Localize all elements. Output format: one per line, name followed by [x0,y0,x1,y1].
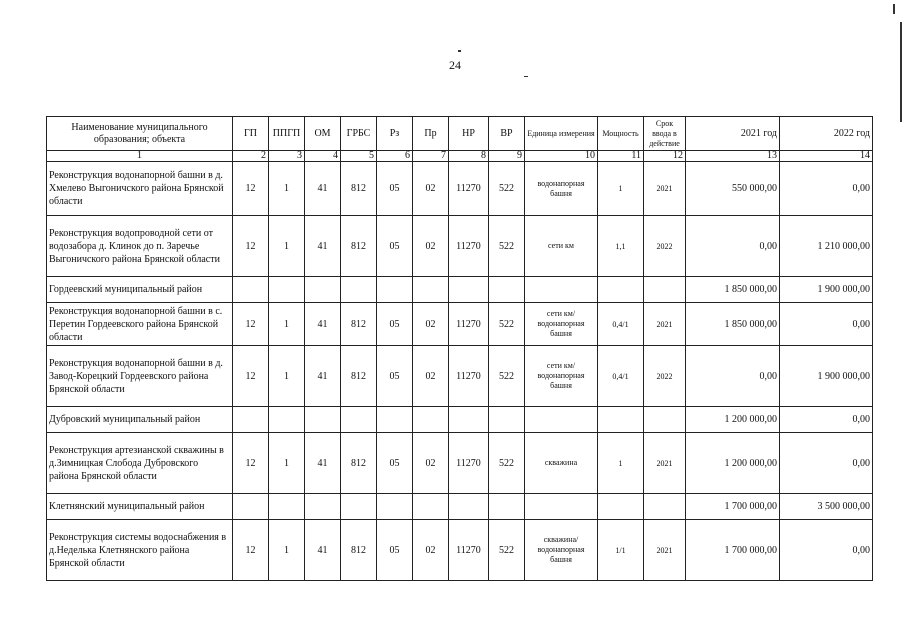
table-row [47,433,873,494]
district-name: Дубровский муниципальный район [47,407,233,433]
cell-rz: 05 [377,346,413,407]
cell-2021: 1 200 000,00 [686,407,780,433]
cell-ppgp: 1 [269,520,305,581]
header-term: Срок ввода в действие [644,117,686,151]
object-name: Реконструкция водопроводной сети от водозабора д. Клинок до п. Заречье Выгоничского района Брянской области [47,216,233,277]
cell-nr [449,277,489,303]
cell-unit: скважина/водонапорная башня [525,520,598,581]
column-number: 14 [780,151,873,162]
cell-vr: 522 [489,216,525,277]
column-number: 10 [525,151,598,162]
scan-edge-tick [893,4,895,14]
cell-gp: 12 [233,162,269,216]
cell-ppgp: 1 [269,346,305,407]
cell-2022: 0,00 [780,407,873,433]
cell-capacity: 0,4/1 [598,303,644,346]
cell-2021: 1 200 000,00 [686,433,780,494]
cell-ppgp [269,494,305,520]
cell-grbs: 812 [341,346,377,407]
cell-gp [233,277,269,303]
cell-gp: 12 [233,433,269,494]
cell-term [644,494,686,520]
header-nr: НР [449,117,489,151]
object-name: Реконструкция водонапорной башни в д. Хмелево Выгоничского района Брянской области [47,162,233,216]
cell-term: 2022 [644,346,686,407]
cell-vr: 522 [489,303,525,346]
column-number: 4 [305,151,341,162]
cell-capacity [598,494,644,520]
table-row [47,303,873,346]
table-row [47,346,873,407]
cell-rz: 05 [377,520,413,581]
cell-term [644,407,686,433]
header-capacity: Мощность [598,117,644,151]
district-name: Клетнянский муниципальный район [47,494,233,520]
cell-capacity: 1/1 [598,520,644,581]
column-number: 9 [489,151,525,162]
scan-artifact-dot [458,50,461,52]
scan-artifact-dash [524,76,528,77]
cell-capacity [598,277,644,303]
cell-ppgp: 1 [269,216,305,277]
cell-om [305,407,341,433]
cell-term: 2021 [644,162,686,216]
cell-capacity: 1,1 [598,216,644,277]
column-number: 7 [413,151,449,162]
cell-nr: 11270 [449,216,489,277]
table-row [47,216,873,277]
cell-2021: 1 850 000,00 [686,277,780,303]
budget-table [46,116,873,581]
cell-om [305,277,341,303]
cell-gp: 12 [233,520,269,581]
cell-unit: сети км/водонапорная башня [525,303,598,346]
column-number: 6 [377,151,413,162]
table-row [47,520,873,581]
cell-rz: 05 [377,216,413,277]
cell-pr: 02 [413,303,449,346]
cell-capacity: 0,4/1 [598,346,644,407]
object-name: Реконструкция водонапорной башни в д. Завод-Корецкий Гордеевского района Брянской области [47,346,233,407]
cell-nr [449,494,489,520]
cell-grbs [341,407,377,433]
cell-rz: 05 [377,162,413,216]
cell-nr: 11270 [449,162,489,216]
column-number-row [47,151,873,162]
cell-2021: 1 700 000,00 [686,520,780,581]
scan-edge-line [900,22,902,122]
cell-unit [525,407,598,433]
cell-grbs [341,277,377,303]
cell-term: 2021 [644,520,686,581]
cell-grbs: 812 [341,162,377,216]
cell-gp [233,407,269,433]
cell-term: 2021 [644,303,686,346]
cell-vr: 522 [489,520,525,581]
cell-capacity: 1 [598,162,644,216]
cell-om: 41 [305,162,341,216]
cell-rz [377,494,413,520]
cell-vr: 522 [489,162,525,216]
table-row [47,162,873,216]
cell-2022: 0,00 [780,433,873,494]
cell-term [644,277,686,303]
cell-unit [525,494,598,520]
cell-2022: 1 210 000,00 [780,216,873,277]
cell-nr: 11270 [449,303,489,346]
cell-pr: 02 [413,520,449,581]
cell-2022: 0,00 [780,303,873,346]
column-number: 2 [233,151,269,162]
cell-rz: 05 [377,303,413,346]
column-number: 5 [341,151,377,162]
cell-ppgp: 1 [269,433,305,494]
district-row [47,407,873,433]
cell-nr: 11270 [449,520,489,581]
cell-om: 41 [305,303,341,346]
cell-ppgp: 1 [269,303,305,346]
column-number: 3 [269,151,305,162]
cell-unit: сети км [525,216,598,277]
cell-rz [377,407,413,433]
district-row [47,277,873,303]
cell-unit: сети км/водонапорная башня [525,346,598,407]
cell-unit: скважина [525,433,598,494]
cell-ppgp: 1 [269,162,305,216]
cell-gp: 12 [233,303,269,346]
cell-2022: 0,00 [780,162,873,216]
column-number: 12 [644,151,686,162]
cell-gp: 12 [233,346,269,407]
cell-grbs: 812 [341,433,377,494]
cell-om: 41 [305,346,341,407]
header-om: ОМ [305,117,341,151]
cell-pr: 02 [413,433,449,494]
cell-nr: 11270 [449,433,489,494]
header-row [47,117,873,151]
cell-ppgp [269,277,305,303]
header-ppgp: ППГП [269,117,305,151]
header-gp: ГП [233,117,269,151]
cell-pr: 02 [413,216,449,277]
cell-2021: 550 000,00 [686,162,780,216]
cell-unit [525,277,598,303]
object-name: Реконструкция артезианской скважины в д.Зимницкая Слобода Дубровского района Брянской области [47,433,233,494]
cell-grbs: 812 [341,520,377,581]
district-row [47,494,873,520]
cell-gp [233,494,269,520]
cell-2021: 1 700 000,00 [686,494,780,520]
cell-vr [489,277,525,303]
cell-grbs: 812 [341,303,377,346]
column-number: 8 [449,151,489,162]
cell-vr [489,494,525,520]
cell-capacity: 1 [598,433,644,494]
header-grbs: ГРБС [341,117,377,151]
cell-2021: 0,00 [686,346,780,407]
header-year-2022: 2022 год [780,117,873,151]
header-year-2021: 2021 год [686,117,780,151]
cell-om: 41 [305,216,341,277]
column-number: 11 [598,151,644,162]
cell-capacity [598,407,644,433]
cell-grbs: 812 [341,216,377,277]
cell-2022: 0,00 [780,520,873,581]
cell-pr [413,407,449,433]
cell-pr: 02 [413,346,449,407]
cell-2022: 3 500 000,00 [780,494,873,520]
cell-nr [449,407,489,433]
column-number: 1 [47,151,233,162]
cell-gp: 12 [233,216,269,277]
header-vr: ВР [489,117,525,151]
cell-vr: 522 [489,433,525,494]
cell-grbs [341,494,377,520]
header-unit: Единица измерения [525,117,598,151]
cell-2022: 1 900 000,00 [780,277,873,303]
cell-pr [413,277,449,303]
cell-term: 2021 [644,433,686,494]
cell-unit: водонапорная башня [525,162,598,216]
cell-om [305,494,341,520]
cell-term: 2022 [644,216,686,277]
district-name: Гордеевский муниципальный район [47,277,233,303]
cell-pr: 02 [413,162,449,216]
cell-rz [377,277,413,303]
cell-om: 41 [305,520,341,581]
object-name: Реконструкция системы водоснабжения в д.Неделька Клетнянского района Брянской области [47,520,233,581]
cell-2022: 1 900 000,00 [780,346,873,407]
page-number: 24 [449,58,461,72]
cell-vr [489,407,525,433]
header-name: Наименование муниципального образования; объекта [47,117,233,151]
header-rz: Рз [377,117,413,151]
cell-pr [413,494,449,520]
cell-om: 41 [305,433,341,494]
cell-rz: 05 [377,433,413,494]
column-number: 13 [686,151,780,162]
cell-vr: 522 [489,346,525,407]
cell-2021: 0,00 [686,216,780,277]
object-name: Реконструкция водонапорной башни в с. Перетин Гордеевского района Брянской области [47,303,233,346]
cell-nr: 11270 [449,346,489,407]
cell-ppgp [269,407,305,433]
header-pr: Пр [413,117,449,151]
cell-2021: 1 850 000,00 [686,303,780,346]
